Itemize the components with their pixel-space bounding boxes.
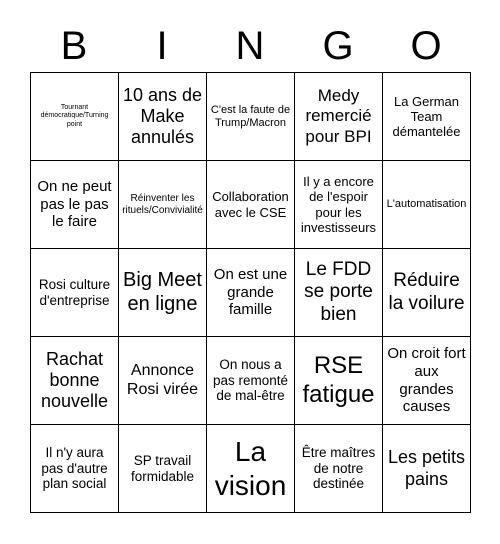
bingo-cell-r5-c4[interactable]: Être maîtres de notre destinée <box>295 425 383 513</box>
bingo-cell-r4-c5[interactable]: On croit fort aux grandes causes <box>383 337 471 425</box>
header-letter-n: N <box>235 24 265 68</box>
bingo-cell-r3-c4[interactable]: Le FDD se porte bien <box>295 249 383 337</box>
bingo-cell-r3-c1[interactable]: Rosi culture d'entreprise <box>31 249 119 337</box>
bingo-card-grid <box>30 72 471 513</box>
header-letter-g: G <box>322 24 354 68</box>
bingo-cell-r1-c4[interactable]: Medy remercié pour BPI <box>295 73 383 161</box>
bingo-cell-r5-c1[interactable]: Il n'y aura pas d'autre plan social <box>31 425 119 513</box>
bingo-cell-r2-c2[interactable]: Réinventer les rituels/Convivialité <box>119 161 207 249</box>
bingo-cell-r5-c5[interactable]: Les petits pains <box>383 425 471 513</box>
bingo-row-2 <box>31 161 471 249</box>
bingo-row-5 <box>31 425 471 513</box>
bingo-cell-r2-c3[interactable]: Collaboration avec le CSE <box>207 161 295 249</box>
bingo-cell-r1-c1[interactable]: Tournant démocratique/Turning point <box>31 73 119 161</box>
bingo-cell-r5-c2[interactable]: SP travail formidable <box>119 425 207 513</box>
header-letter-i: I <box>156 24 168 68</box>
bingo-cell-r3-c2[interactable]: Big Meet en ligne <box>119 249 207 337</box>
bingo-cell-r1-c5[interactable]: La German Team démantelée <box>383 73 471 161</box>
bingo-cell-r4-c3[interactable]: On nous a pas remonté de mal-être <box>207 337 295 425</box>
bingo-cell-r2-c5[interactable]: L'automatisation <box>383 161 471 249</box>
bingo-cell-r4-c1[interactable]: Rachat bonne nouvelle <box>31 337 119 425</box>
bingo-row-3 <box>31 249 471 337</box>
bingo-cell-r1-c2[interactable]: 10 ans de Make annulés <box>119 73 207 161</box>
bingo-cell-r4-c4[interactable]: RSE fatigue <box>295 337 383 425</box>
header-letter-o: O <box>410 24 442 68</box>
bingo-cell-r4-c2[interactable]: Annonce Rosi virée <box>119 337 207 425</box>
bingo-row-4 <box>31 337 471 425</box>
bingo-header <box>30 22 470 70</box>
bingo-cell-r3-c5[interactable]: Réduire la voilure <box>383 249 471 337</box>
bingo-cell-r2-c1[interactable]: On ne peut pas le pas le faire <box>31 161 119 249</box>
bingo-cell-r2-c4[interactable]: Il y a encore de l'espoir pour les investisseurs <box>295 161 383 249</box>
bingo-cell-r1-c3[interactable]: C'est la faute de Trump/Macron <box>207 73 295 161</box>
bingo-cell-r5-c3[interactable]: La vision <box>207 425 295 513</box>
bingo-cell-r3-c3[interactable]: On est une grande famille <box>207 249 295 337</box>
bingo-row-1 <box>31 73 471 161</box>
header-letter-b: B <box>60 24 88 68</box>
